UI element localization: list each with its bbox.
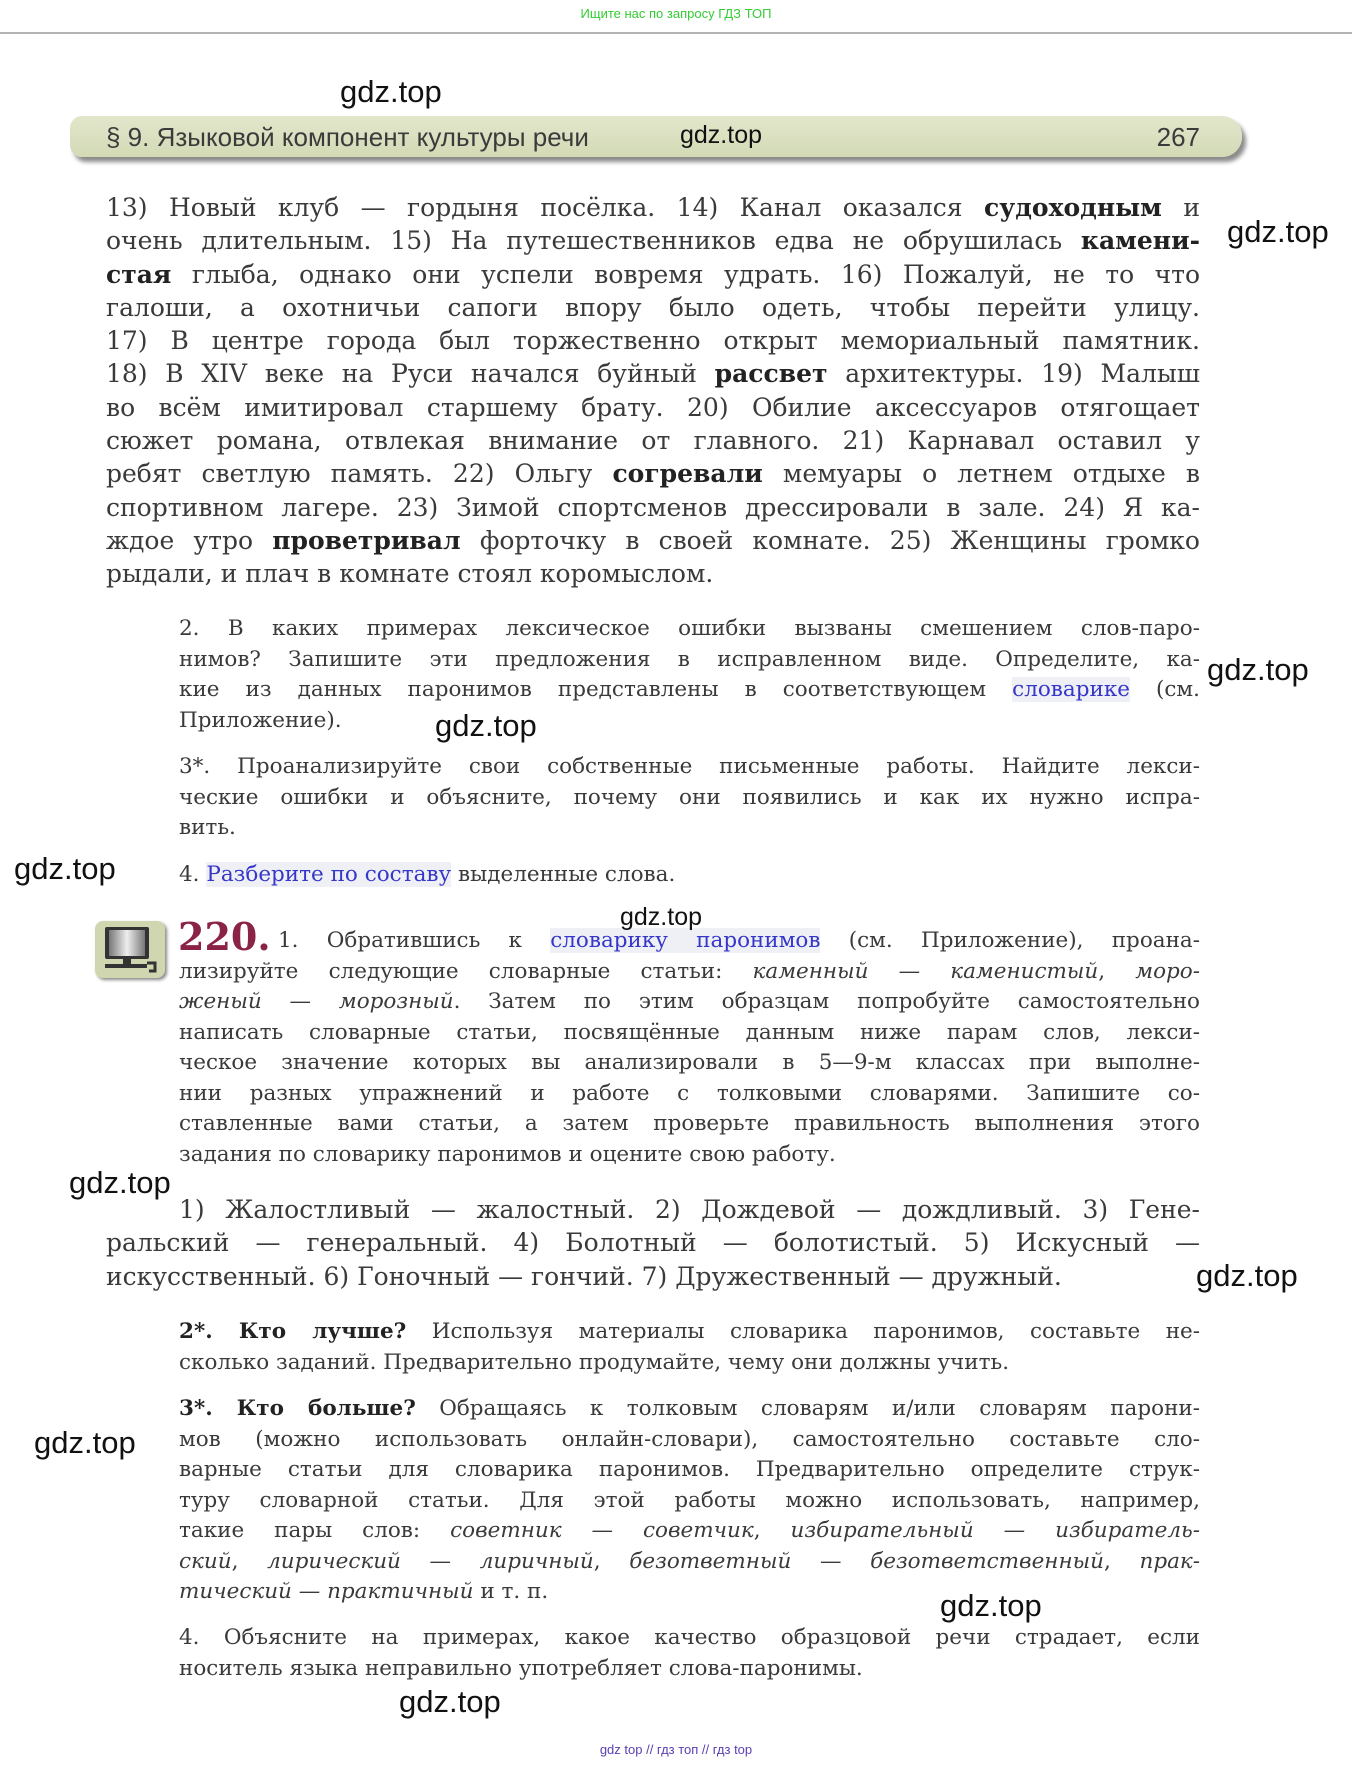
italic-example: безответный — безответственный — [629, 1548, 1104, 1574]
page-number: 267 — [1156, 122, 1200, 152]
dictionary-link[interactable]: словарику паронимов — [550, 928, 821, 953]
watermark: gdz.top — [1227, 214, 1329, 249]
text-line — [179, 1394, 1200, 1425]
dictionary-link[interactable]: Разберите по составу — [206, 862, 452, 887]
watermark: gdz.top — [435, 708, 537, 743]
task-3 — [179, 752, 1200, 844]
exercise-number: 220. — [178, 914, 271, 959]
text-run: Приложение). — [179, 707, 342, 733]
text-run: варные статьи для словарика паронимов. Предварительно определите струк- — [179, 1457, 1200, 1482]
text-line — [179, 1516, 1200, 1547]
highlighted-word: стая — [106, 259, 172, 289]
text-line — [179, 1623, 1200, 1654]
text-run: 1. Обратившись к — [278, 928, 551, 953]
text-run: задания по словарику паронимов и оцените свою работу. — [179, 1141, 836, 1167]
text-run: рыдали, и плач в комнате стоял коромыслом. — [106, 559, 714, 589]
exercise-sentences — [106, 191, 1200, 591]
italic-example: избирательный — избиратель- — [790, 1518, 1200, 1543]
text-run: 2. В каких примерах лексическое ошибки вызваны смешением слов-паро- — [179, 616, 1200, 641]
text-run: написать словарные статьи, посвящённые данным ниже парам слов, лекси- — [179, 1019, 1200, 1045]
text-run: ждое утро — [106, 525, 273, 555]
text-run: ческое значение которых вы анализировали в 5—9-м классах при выполне- — [179, 1050, 1200, 1075]
text-run: , — [753, 1518, 791, 1543]
watermark: gdz.top — [940, 1588, 1042, 1623]
text-run: мемуары о летнем отдыхе в — [762, 459, 1200, 489]
italic-example: моро- — [1135, 958, 1201, 984]
text-line — [179, 1018, 1200, 1049]
text-line — [179, 1425, 1200, 1456]
text-run: (см. — [1129, 677, 1200, 702]
highlighted-word: судоходным — [984, 193, 1162, 222]
text-line — [179, 1486, 1200, 1517]
italic-example: тический — практичный — [179, 1579, 474, 1604]
text-line — [106, 258, 1200, 291]
text-run: 13) Новый клуб — гордыня посёлка. 14) Канал оказался — [106, 193, 985, 222]
text-run: форточку в своей комнате. 25) Женщины громко — [460, 525, 1200, 555]
watermark: gdz.top — [680, 121, 763, 149]
text-line — [106, 524, 1200, 557]
task-2 — [179, 614, 1200, 736]
text-line — [106, 1226, 1200, 1259]
text-run: и т. п. — [473, 1579, 549, 1604]
text-line — [179, 1317, 1200, 1348]
text-line — [179, 1048, 1200, 1079]
watermark: gdz.top — [340, 74, 442, 109]
text-line — [179, 1577, 1200, 1608]
highlighted-word: камени- — [1080, 226, 1200, 256]
text-run: Обращаясь к толковым словарям и/или словарям парони- — [415, 1396, 1200, 1421]
text-run: . Затем по этим образцам попробуйте самостоятельно — [453, 989, 1200, 1014]
text-line — [179, 957, 1200, 988]
watermark: gdz.top — [14, 851, 116, 886]
text-run: ставленные вами статьи, а затем проверьте правильность выполнения этого — [179, 1111, 1200, 1136]
exercise-220-task-1 — [179, 926, 1200, 1170]
text-run: вить. — [179, 815, 236, 840]
text-run: нии разных упражнений и работе с толковыми словарями. Запишите со- — [179, 1080, 1200, 1106]
text-line — [179, 645, 1200, 676]
text-run: искусственный. 6) Гоночный — гончий. 7) Дружественный — дружный. — [106, 1261, 1062, 1291]
text-run: и — [1161, 193, 1201, 222]
text-run: кие из данных паронимов представлены в соответствующем — [179, 677, 1013, 702]
text-run: , — [1103, 1548, 1140, 1574]
text-run: 18) В XIV веке на Руси начался буйный — [106, 359, 715, 389]
text-run: сколько заданий. Предварительно продумайте, чему они должны учить. — [179, 1349, 1010, 1375]
text-run: , — [1098, 958, 1136, 984]
watermark: gdz.top — [34, 1425, 136, 1460]
text-run: галоши, а охотничьи сапоги впору было одеть, чтобы перейти улицу. — [106, 292, 1200, 322]
text-run: 4. — [179, 862, 207, 887]
text-run: мов (можно использовать онлайн-словари), самостоятельно составьте сло- — [179, 1426, 1200, 1452]
text-line — [106, 224, 1200, 257]
text-run: во всём имитировал старшему брату. 20) Обилие аксессуаров отягощает — [106, 392, 1200, 422]
text-run: спортивном лагере. 23) Зимой спортсменов дрессировали в зале. 24) Я ка- — [106, 492, 1200, 522]
text-line — [106, 557, 1200, 590]
text-line — [106, 324, 1200, 357]
text-line — [179, 706, 1200, 737]
text-line — [106, 457, 1200, 490]
italic-example: каменный — каменистый — [752, 958, 1099, 984]
text-run: нимов? Запишите эти предложения в исправленном виде. Определите, ка- — [179, 646, 1200, 672]
text-run: архитектуры. 19) Малыш — [827, 359, 1200, 389]
italic-example: лирический — лиричный — [267, 1548, 594, 1574]
text-line — [106, 191, 1200, 224]
text-line — [106, 357, 1200, 390]
text-run: , — [593, 1548, 630, 1574]
computer-icon — [95, 921, 165, 978]
italic-example: советник — советчик — [450, 1518, 754, 1543]
text-line — [179, 1348, 1200, 1379]
text-run: сюжет романа, отвлекая внимание от главного. 21) Карнавал оставил у — [106, 426, 1200, 456]
text-run: глыба, однако они успели вовремя удрать. 16) Пожалуй, не то что — [171, 259, 1200, 289]
text-line — [179, 614, 1200, 645]
text-run: 1) Жалостливый — жалостный. 2) Дождевой — дождливый. 3) Гене- — [179, 1195, 1200, 1224]
text-line — [106, 1260, 1200, 1293]
text-line — [179, 1079, 1200, 1110]
italic-example: женый — морозный — [179, 989, 454, 1014]
highlighted-word: 2*. Кто лучше? — [179, 1319, 407, 1344]
text-line — [106, 424, 1200, 457]
text-run: выделенные слова. — [451, 862, 676, 887]
task-2-who-better — [179, 1317, 1200, 1378]
watermark: gdz.top — [69, 1165, 171, 1200]
text-run: ральский — генеральный. 4) Болотный — болотистый. 5) Искусный — — [106, 1228, 1200, 1258]
footer-note: gdz top // гдз топ // гдз top — [599, 1742, 753, 1757]
highlighted-word: 3*. Кто больше? — [179, 1396, 416, 1421]
text-line — [179, 675, 1200, 706]
highlighted-word: проветривал — [272, 525, 461, 555]
text-line — [179, 783, 1200, 814]
text-run: , — [231, 1548, 268, 1574]
highlighted-word: рассвет — [714, 359, 828, 389]
text-line — [179, 1654, 1200, 1685]
text-line — [179, 1547, 1200, 1578]
text-line — [179, 1455, 1200, 1486]
paronym-pairs — [106, 1193, 1200, 1293]
text-run: ческие ошибки и объясните, почему они появились и как их нужно испра- — [179, 784, 1200, 810]
text-line — [179, 1140, 1200, 1171]
text-run: 4. Объясните на примерах, какое качество образцовой речи страдает, если — [179, 1625, 1200, 1650]
text-run: носитель языка неправильно употребляет слова-паронимы. — [179, 1655, 863, 1681]
watermark: gdz.top — [1207, 652, 1309, 687]
highlighted-word: согревали — [612, 459, 763, 489]
text-run: 3*. Проанализируйте свои собственные письменные работы. Найдите лекси- — [179, 754, 1200, 779]
watermark: gdz.top — [399, 1684, 501, 1719]
text-line — [179, 752, 1200, 783]
section-header-bar — [70, 116, 1242, 157]
text-line — [179, 813, 1200, 844]
text-line — [106, 291, 1200, 324]
text-line — [106, 1193, 1200, 1226]
text-line — [179, 987, 1200, 1018]
dictionary-link[interactable]: словарике — [1012, 677, 1130, 702]
text-run: Используя материалы словарика паронимов, составьте не- — [406, 1319, 1201, 1344]
text-run: туру словарной статьи. Для этой работы можно использовать, например, — [179, 1487, 1200, 1513]
task-4 — [179, 860, 1200, 891]
text-line — [106, 391, 1200, 424]
task-4-explain — [179, 1623, 1200, 1684]
italic-example: прак- — [1139, 1548, 1201, 1574]
text-run: очень длительным. 15) На путешественников едва не обрушилась — [106, 226, 1081, 256]
text-run: такие пары слов: — [179, 1518, 451, 1543]
text-run: лизируйте следующие словарные статьи: — [179, 958, 753, 984]
text-line — [106, 491, 1200, 524]
text-run: (см. Приложение), проана- — [820, 928, 1200, 953]
watermark: gdz.top — [1196, 1258, 1298, 1293]
text-line — [179, 860, 1200, 891]
text-line — [179, 1109, 1200, 1140]
section-title: § 9. Языковой компонент культуры речи — [106, 122, 589, 152]
watermark: gdz.top — [620, 903, 703, 931]
task-3-who-more — [179, 1394, 1200, 1608]
top-divider — [0, 32, 1352, 34]
text-run: 17) В центре города был торжественно открыт мемориальный памятник. — [106, 326, 1200, 356]
text-run: ребят светлую память. 22) Ольгу — [106, 459, 613, 489]
top-search-note: Ищите нас по запросу ГДЗ ТОП — [580, 6, 772, 21]
italic-example: ский — [179, 1548, 232, 1574]
